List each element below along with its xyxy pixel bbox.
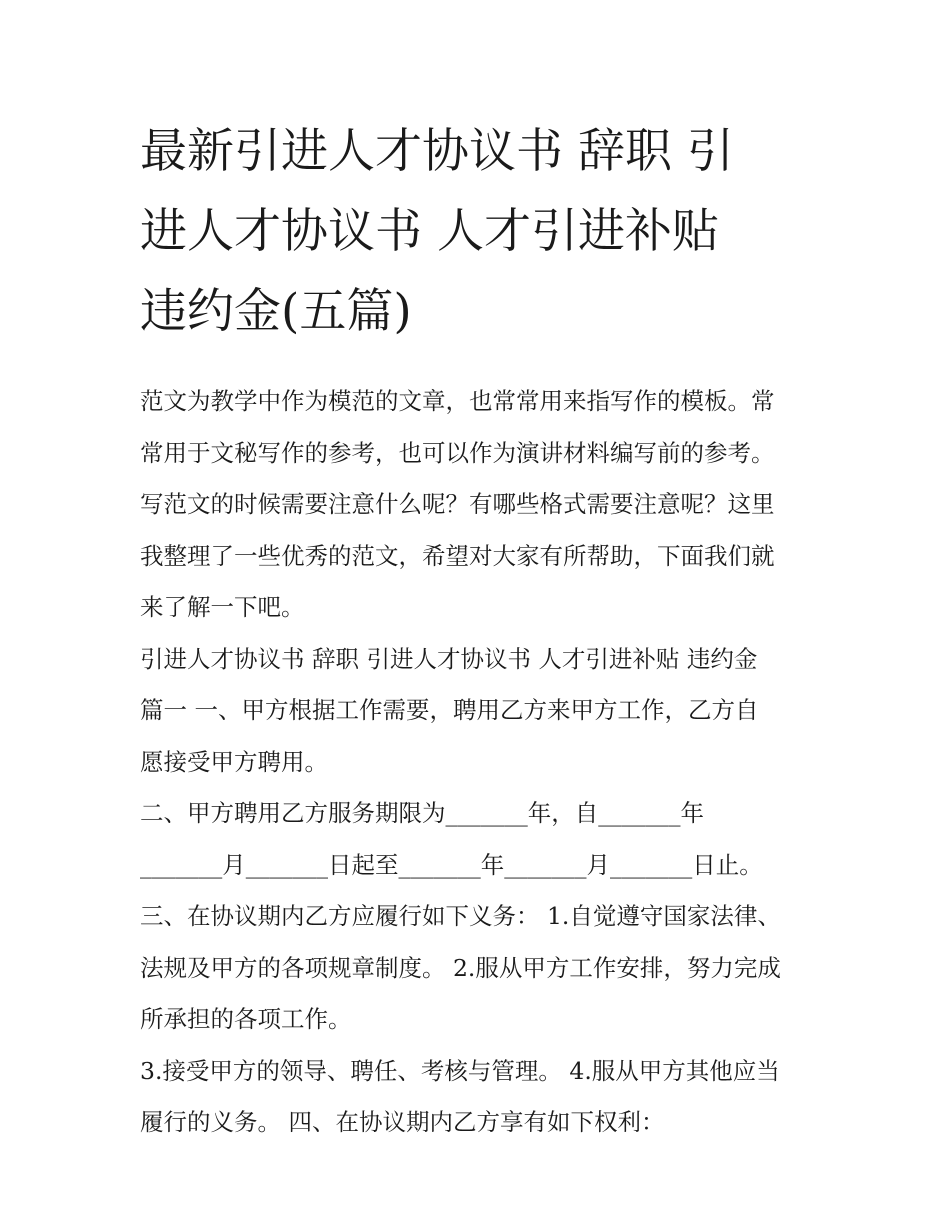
title-line: 违约金(五篇) bbox=[140, 284, 412, 339]
clause-line: _______月_______日起至_______年_______月_______日止。 bbox=[140, 850, 763, 879]
document-body bbox=[140, 376, 812, 1149]
clause-line: 履行的义务。 四、在协议期内乙方享有如下权利： bbox=[140, 1108, 665, 1136]
section-heading: 引进人才协议书 辞职 引进人才协议书 人才引进补贴 违约金 bbox=[140, 644, 758, 673]
intro-line: 范文为教学中作为模范的文章，也常常用来指写作的模板。常 bbox=[140, 387, 775, 415]
clause-line: 二、甲方聘用乙方服务期限为_______年，自_______年 bbox=[140, 799, 704, 827]
title-line: 进人才协议书 人才引进补贴 bbox=[140, 204, 719, 259]
clause-line: 所承担的各项工作。 bbox=[140, 1005, 352, 1033]
intro-line: 我整理了一些优秀的范文，希望对大家有所帮助，下面我们就 bbox=[140, 541, 775, 570]
clause-line: 法规及甲方的各项规章制度。 2.服从甲方工作安排，努力完成 bbox=[140, 953, 781, 982]
document-page bbox=[140, 112, 812, 1149]
intro-line: 来了解一下吧。 bbox=[140, 593, 305, 621]
intro-line: 写范文的时候需要注意什么呢？有哪些格式需要注意呢？这里 bbox=[140, 490, 775, 518]
clause-line: 篇一 一、甲方根据工作需要，聘用乙方来甲方工作，乙方自 bbox=[140, 696, 759, 724]
clause-line: 三、在协议期内乙方应履行如下义务： 1.自觉遵守国家法律、 bbox=[140, 902, 781, 930]
intro-line: 常用于文秘写作的参考，也可以作为演讲材料编写前的参考。 bbox=[140, 438, 775, 467]
clause-line: 愿接受甲方聘用。 bbox=[140, 747, 328, 776]
clause-line: 3.接受甲方的领导、聘任、考核与管理。 4.服从甲方其他应当 bbox=[140, 1056, 780, 1085]
title-line: 最新引进人才协议书 辞职 引 bbox=[140, 124, 734, 179]
document-title bbox=[140, 112, 812, 352]
